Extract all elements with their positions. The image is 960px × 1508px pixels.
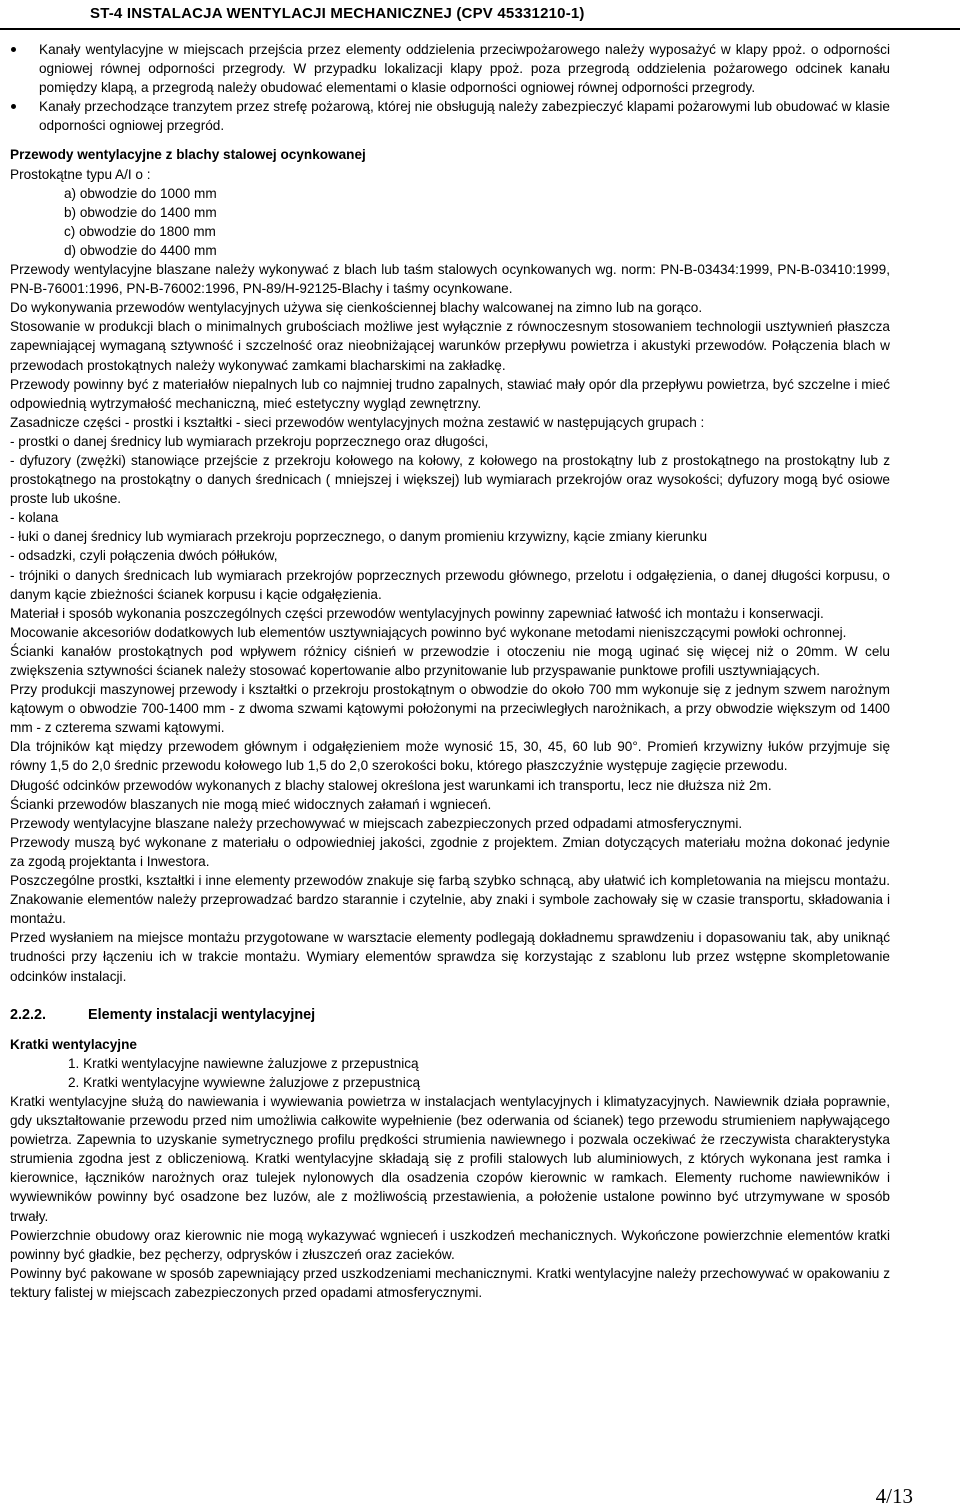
section-title: Elementy instalacji wentylacyjnej bbox=[88, 1006, 316, 1023]
paragraph: Mocowanie akcesoriów dodatkowych lub elementów usztywniających powinno być wykonane metodami nieniszczącymi powłoki ochronnej. bbox=[10, 624, 847, 640]
paragraph: Przewody powinny być z materiałów niepalnych lub co najmniej trudno zapalnych, stawiać mały opór dla przepływu powietrza, być szczelne i mieć odpowiednią wytrzymałość mechaniczną, mieć estetyczny wygląd zewnętrzny. bbox=[10, 376, 890, 411]
section-number: 2.2.2. bbox=[10, 1006, 47, 1023]
bullet-list bbox=[10, 40, 890, 135]
paragraph: Przewody wentylacyjne blaszane należy wykonywać z blach lub taśm stalowych ocynkowanych wg. norm: PN-B-03434:1999, PN-B-03410:1999, PN-B-76001:1996, PN-B-76002:1996, PN-89/H-92125-Blachy i taśmy ocynkowane. bbox=[10, 262, 890, 297]
paragraph: Przewody muszą być wykonane z materiału o odpowiedniej jakości, zgodnie z projektem. Zmian dotyczących materiału można dokonać jedynie za zgodą projektanta i Inwestora. bbox=[10, 834, 890, 869]
ducts-heading: Przewody wentylacyjne z blachy stalowej ocynkowanej bbox=[10, 147, 366, 163]
paragraph: Stosowanie w produkcji blach o minimalnych grubościach możliwe jest wyłącznie z równoczesnym stosowaniem technologii usztywnień płaszcza zapewniającej wymaganą sztywność i szczelność oraz nieobniżającej warunków przepływu powietrza i akustyki przewodów. Połączenia blach w przewodach prostokątnych należy wykonywać zamkami blacharskimi na zakładkę. bbox=[10, 319, 890, 373]
bullet-item: Kanały przechodzące tranzytem przez strefę pożarową, której nie obsługują należy zabezpieczyć klapami pożarowymi lub obudować w klasie odporności ogniowej przegród. bbox=[10, 97, 890, 135]
paragraph: Materiał i sposób wykonania poszczególnych części przewodów wentylacyjnych powinny zapewniać łatwość ich montażu i konserwacji. bbox=[10, 605, 824, 621]
paragraph: Ścianki przewodów blaszanych nie mogą mieć widocznych załamań i wgnieceń. bbox=[10, 796, 492, 812]
spacer bbox=[10, 135, 890, 145]
paragraph: Ścianki kanałów prostokątnych pod wpływem różnicy ciśnień w przewodzie i otoczeniu nie mogą uginać się więcej niż o 20mm. W celu zwiększenia sztywności ścianek należy stosować kopertowanie albo przynitowanie lub przyspawanie punktowe profili usztywniających. bbox=[10, 643, 890, 678]
paragraph: Przed wysłaniem na miejsce montażu przygotowane w warsztacie elementy podlegają dokładnemu sprawdzeniu i dopasowaniu tak, aby uniknąć trudności przy łączeniu ich w trakcie montażu. Wymiary elementów sprawdza się korzystając z szablonu lub przez wstępne skompletowanie odcinków instalacji. bbox=[10, 930, 890, 984]
paragraph: Kratki wentylacyjne służą do nawiewania i wywiewania powietrza w instalacjach wentylacyjnych i klimatyzacyjnych. Nawiewnik działa poprawnie, gdy ukształtowanie przewodu przed nim umożliwia całkowite wypełnienie (bez oderwania od ścianek) tego przewodu strumieniem napływającego powietrza. Zapewnia to uzyskanie symetrycznego profilu prędkości strumienia nawiewnego i pozwala oczekiwać że rzeczywista charakterystyka strumienia zgodna jest z obliczeniową. Kratki wentylacyjne składają się z profili stalowych lub aluminiowych, z których wykonana jest ramka i kierownice, łączników narożnych oraz tulejek nylonowych dla osadzenia czopów kierownic w ramkach. Elementy ruchome nawiewników i wywiewników powinny być osadzone bez luzów, ale z możliwością przestawienia, a położenie ustalone powinno być utrzymywane w sposób trwały. bbox=[10, 1093, 890, 1224]
spacer bbox=[10, 986, 890, 1006]
document-body bbox=[10, 40, 890, 1302]
document-title: ST-4 INSTALACJA WENTYLACJI MECHANICZNEJ (CPV 45331210-1) bbox=[90, 5, 585, 22]
paragraph: Dla trójników kąt między przewodem głównym i odgałęzieniem może wynosić 15, 30, 45, 60 lub 90°. Promień krzywizny łuków przyjmuje się równy 1,5 do 2,0 średnic przewodu kołowego lub 1,5 do 2,0 szerokości boku, którego płaszczyźnie występuje zagięcie przewodu. bbox=[10, 739, 890, 774]
page-number: 4/13 bbox=[875, 1484, 913, 1508]
paragraph: Poszczególne prostki, kształtki i inne elementy przewodów znakuje się farbą szybko schnącą, aby ułatwić ich kompletowania na miejscu montażu. Znakowanie elementów należy przeprowadzać bardzo starannie i czytelnie, aby znaki i symbole zachowały się w czasie transportu, składowania i montażu. bbox=[10, 873, 890, 927]
ducts-size-list bbox=[10, 184, 890, 260]
list-item: d) obwodzie do 4400 mm bbox=[64, 242, 217, 258]
list-item: 1. Kratki wentylacyjne nawiewne żaluzjowe z przepustnicą bbox=[68, 1055, 419, 1071]
paragraph: - dyfuzory (zwężki) stanowiące przejście z przekroju kołowego na kołowy, z kołowego na prostokątny lub z prostokątnego na prostokątny lub z prostokątnego na prostokątny o danych średnicach ( mniejszej i większej) lub wymiarach przekrojów oraz wysokości; dyfuzory mogą być osiowe proste lub ukośne. bbox=[10, 452, 890, 507]
paragraph: Do wykonywania przewodów wentylacyjnych używa się cienkościennej blachy walcowanej na zimno lub na gorąco. bbox=[10, 300, 703, 316]
paragraph: - odsadzki, czyli połączenia dwóch półłuków, bbox=[10, 548, 278, 564]
list-item: b) obwodzie do 1400 mm bbox=[64, 204, 217, 220]
page-header bbox=[0, 0, 960, 30]
paragraph: - kolana bbox=[10, 510, 59, 526]
paragraph: Powierzchnie obudowy oraz kierownic nie mogą wykazywać wgnieceń i uszkodzeń mechanicznych. Wykończone powierzchnie elementów kratki powinny być gładkie, bez pęcherzy, odprysków i złuszczeń oraz zacieków. bbox=[10, 1227, 890, 1262]
paragraph: Długość odcinków przewodów wykonanych z blachy stalowej określona jest warunkami ich transportu, lecz nie dłuższa niż 2m. bbox=[10, 777, 772, 793]
list-item: a) obwodzie do 1000 mm bbox=[64, 185, 217, 201]
paragraph: - łuki o danej średnicy lub wymiarach przekroju poprzecznego, o danym promieniu krzywizny, kącie zmiany kierunku bbox=[10, 529, 708, 545]
paragraph: Zasadnicze części - prostki i kształtki - sieci przewodów wentylacyjnych można zestawić w następujących grupach : bbox=[10, 414, 705, 430]
paragraph: Powinny być pakowane w sposób zapewniający przed uszkodzeniami mechanicznymi. Kratki wentylacyjne należy przechowywać w opakowaniu z tektury falistej w miejscach zabezpieczonych przed opadami atmosferycznymi. bbox=[10, 1265, 890, 1300]
grilles-list bbox=[10, 1054, 890, 1092]
section-heading bbox=[10, 1006, 890, 1025]
spacer bbox=[10, 1025, 890, 1035]
list-item: 2. Kratki wentylacyjne wywiewne żaluzjowe z przepustnicą bbox=[68, 1074, 421, 1090]
paragraph: Przewody wentylacyjne blaszane należy przechowywać w miejscach zabezpieczonych przed odpadami atmosferycznymi. bbox=[10, 815, 743, 831]
paragraph: Przy produkcji maszynowej przewody i kształtki o przekroju prostokątnym o obwodzie do około 700 mm wykonuje się z jednym szwem narożnym kątowym o obwodzie 700-1400 mm - z dwoma szwami kątowymi położonymi na przeciwległych narożnikach, a przy obwodzie większym od 1400 mm - z czterema szwami kątowymi. bbox=[10, 682, 890, 736]
list-item: c) obwodzie do 1800 mm bbox=[64, 223, 216, 239]
ducts-intro: Prostokątne typu A/I o : bbox=[10, 166, 151, 182]
grilles-heading: Kratki wentylacyjne bbox=[10, 1036, 137, 1052]
paragraph: - trójniki o danych średnicach lub wymiarach przekrojów poprzecznych przewodu głównego, przelotu i odgałęzienia, o danej długości korpusu, o danym kącie zbieżności ścianek korpusu i kącie odgałęzienia. bbox=[10, 567, 890, 602]
paragraph: - prostki o danej średnicy lub wymiarach przekroju poprzecznego oraz długości, bbox=[10, 433, 489, 449]
bullet-item: Kanały wentylacyjne w miejscach przejścia przez elementy oddzielenia przeciwpożarowego należy wyposażyć w klapy ppoż. o odporności ogniowej równej odporności przegrody. W przypadku lokalizacji klapy ppoż. poza przegrodą oddzielenia pożarowego odcinek kanału pomiędzy klapą, a przegrodą należy obudować elementami o klasie odporności ogniowej równej odporności przegrody. bbox=[10, 40, 890, 97]
